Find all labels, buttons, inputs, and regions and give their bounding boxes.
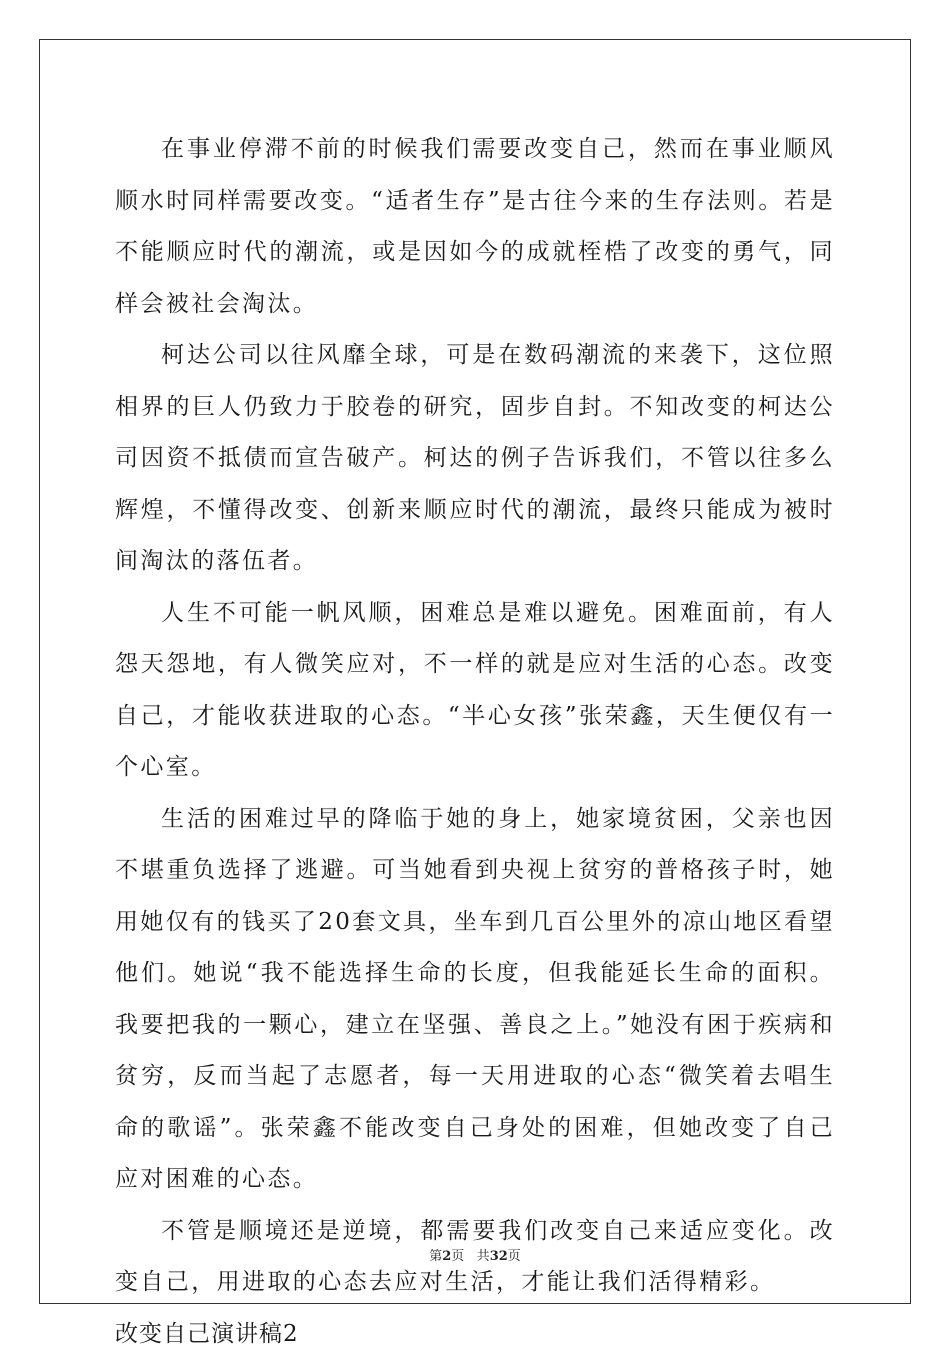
document-body <box>115 124 835 1360</box>
total-suffix: 页 <box>508 1249 521 1264</box>
paragraph-5: 不管是顺境还是逆境，都需要我们改变自己来适应变化。改变自己，用进取的心态去应对生活，才能让我们活得精彩。 <box>115 1206 835 1309</box>
total-prefix: 共 <box>477 1249 490 1264</box>
section-heading: 改变自己演讲稿2 <box>115 1309 835 1360</box>
paragraph-2: 柯达公司以往风靡全球，可是在数码潮流的来袭下，这位照相界的巨人仍致力于胶卷的研究，固步自封。不知改变的柯达公司因资不抵债而宣告破产。柯达的例子告诉我们，不管以往多么辉煌，不懂得改变、创新来顺应时代的潮流，最终只能成为被时间淘汰的落伍者。 <box>115 330 835 588</box>
paragraph-1: 在事业停滞不前的时候我们需要改变自己，然而在事业顺风顺水时同样需要改变。“适者生存”是古往今来的生存法则。若是不能顺应时代的潮流，或是因如今的成就桎梏了改变的勇气，同样会被社会淘汰。 <box>115 124 835 330</box>
total-pages: 32 <box>490 1249 508 1264</box>
page-number: 2 <box>442 1249 451 1264</box>
paragraph-3: 人生不可能一帆风顺，困难总是难以避免。困难面前，有人怨天怨地，有人微笑应对，不一样的就是应对生活的心态。改变自己，才能收获进取的心态。“半心女孩”张荣鑫，天生便仅有一个心室。 <box>115 588 835 794</box>
paragraph-4: 生活的困难过早的降临于她的身上，她家境贫困，父亲也因不堪重负选择了逃避。可当她看到央视上贫穷的普格孩子时，她用她仅有的钱买了20套文具，坐车到几百公里外的凉山地区看望他们。她说“我不能选择生命的长度，但我能延长生命的面积。我要把我的一颗心，建立在坚强、善良之上。”她没有困于疾病和贫穷，反而当起了志愿者，每一天用进取的心态“微笑着去唱生命的歌谣”。张荣鑫不能改变自己身处的困难，但她改变了自己应对困难的心态。 <box>115 794 835 1206</box>
page-suffix: 页 <box>451 1249 464 1264</box>
page-footer <box>0 1245 950 1264</box>
page-prefix: 第 <box>429 1249 442 1264</box>
